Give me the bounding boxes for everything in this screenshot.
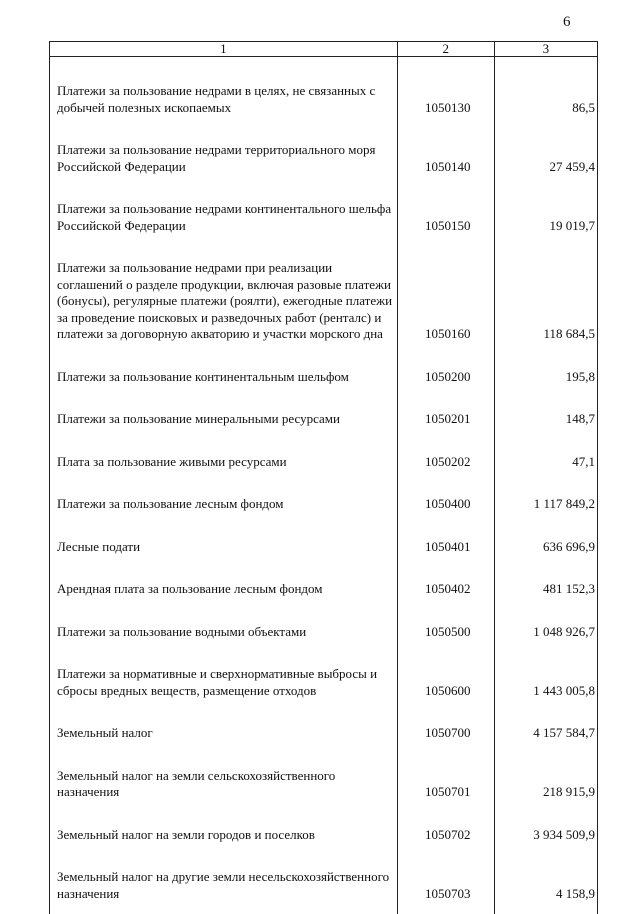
row-code-cell: 1050160 bbox=[397, 260, 494, 343]
row-value-cell: 481 152,3 bbox=[494, 581, 597, 598]
row-value-cell: 118 684,5 bbox=[494, 260, 597, 343]
spacer-cell bbox=[494, 902, 597, 914]
table-row bbox=[50, 411, 598, 428]
header-row bbox=[50, 42, 598, 57]
spacer-cell bbox=[397, 513, 494, 539]
spacer-cell bbox=[494, 640, 597, 666]
spacer-cell bbox=[494, 428, 597, 454]
spacer-cell bbox=[50, 57, 398, 84]
row-value-cell: 19 019,7 bbox=[494, 201, 597, 234]
row-spacer bbox=[50, 555, 598, 581]
row-code-cell: 1050400 bbox=[397, 496, 494, 513]
spacer-cell bbox=[397, 234, 494, 260]
spacer-cell bbox=[397, 470, 494, 496]
row-code-cell: 1050200 bbox=[397, 369, 494, 386]
row-value-cell: 218 915,9 bbox=[494, 768, 597, 801]
spacer-cell bbox=[397, 343, 494, 369]
row-spacer bbox=[50, 470, 598, 496]
row-code-cell: 1050130 bbox=[397, 83, 494, 116]
row-spacer bbox=[50, 699, 598, 725]
spacer-cell bbox=[50, 116, 398, 142]
row-value-cell: 195,8 bbox=[494, 369, 597, 386]
table-row bbox=[50, 624, 598, 641]
spacer-cell bbox=[50, 598, 398, 624]
column-header-2: 2 bbox=[397, 42, 494, 57]
spacer-cell bbox=[50, 234, 398, 260]
row-value-cell: 27 459,4 bbox=[494, 142, 597, 175]
spacer-cell bbox=[494, 598, 597, 624]
table-row bbox=[50, 496, 598, 513]
row-code-cell: 1050703 bbox=[397, 869, 494, 902]
row-name-cell: Платежи за нормативные и сверхнормативные выбросы и сбросы вредных веществ, размещение отходов bbox=[50, 666, 398, 699]
revenue-table bbox=[49, 41, 598, 914]
spacer-cell bbox=[50, 843, 398, 869]
spacer-cell bbox=[494, 57, 597, 84]
spacer-cell bbox=[494, 742, 597, 768]
spacer-cell bbox=[397, 116, 494, 142]
spacer-cell bbox=[397, 175, 494, 201]
row-code-cell: 1050140 bbox=[397, 142, 494, 175]
row-spacer bbox=[50, 742, 598, 768]
spacer-cell bbox=[494, 801, 597, 827]
row-value-cell: 3 934 509,9 bbox=[494, 827, 597, 844]
row-spacer bbox=[50, 428, 598, 454]
row-value-cell: 4 157 584,7 bbox=[494, 725, 597, 742]
row-value-cell: 1 048 926,7 bbox=[494, 624, 597, 641]
row-code-cell: 1050202 bbox=[397, 454, 494, 471]
row-name-cell: Платежи за пользование недрами континентального шельфа Российской Федерации bbox=[50, 201, 398, 234]
table-row bbox=[50, 869, 598, 902]
row-value-cell: 47,1 bbox=[494, 454, 597, 471]
spacer-cell bbox=[494, 343, 597, 369]
spacer-cell bbox=[50, 801, 398, 827]
spacer-cell bbox=[50, 699, 398, 725]
table-row bbox=[50, 539, 598, 556]
row-spacer bbox=[50, 116, 598, 142]
table-row bbox=[50, 666, 598, 699]
spacer-cell bbox=[50, 428, 398, 454]
spacer-cell bbox=[50, 470, 398, 496]
row-name-cell: Земельный налог на земли сельскохозяйственного назначения bbox=[50, 768, 398, 801]
row-name-cell: Платежи за пользование континентальным шельфом bbox=[50, 369, 398, 386]
spacer-cell bbox=[50, 555, 398, 581]
spacer-cell bbox=[397, 742, 494, 768]
row-value-cell: 636 696,9 bbox=[494, 539, 597, 556]
spacer-cell bbox=[397, 57, 494, 84]
spacer-cell bbox=[397, 428, 494, 454]
table-row bbox=[50, 454, 598, 471]
spacer-cell bbox=[494, 843, 597, 869]
table-row bbox=[50, 83, 598, 116]
spacer-cell bbox=[397, 843, 494, 869]
row-code-cell: 1050701 bbox=[397, 768, 494, 801]
row-name-cell: Лесные подати bbox=[50, 539, 398, 556]
row-code-cell: 1050201 bbox=[397, 411, 494, 428]
row-name-cell: Платежи за пользование недрами при реализации соглашений о разделе продукции, включая разовые платежи (бонусы), регулярные платежи (роялти), ежегодные платежи за проведение поисковых и разведочных работ (ренталс) и платежи за договорную акваторию и участки морского дна bbox=[50, 260, 398, 343]
row-name-cell: Земельный налог на земли городов и поселков bbox=[50, 827, 398, 844]
row-name-cell: Платежи за пользование минеральными ресурсами bbox=[50, 411, 398, 428]
row-name-cell: Арендная плата за пользование лесным фондом bbox=[50, 581, 398, 598]
spacer-cell bbox=[397, 598, 494, 624]
spacer-cell bbox=[50, 385, 398, 411]
spacer-cell bbox=[397, 902, 494, 914]
row-code-cell: 1050402 bbox=[397, 581, 494, 598]
spacer-cell bbox=[494, 175, 597, 201]
row-name-cell: Земельный налог bbox=[50, 725, 398, 742]
spacer-cell bbox=[494, 555, 597, 581]
spacer-cell bbox=[50, 742, 398, 768]
spacer-cell bbox=[494, 513, 597, 539]
row-value-cell: 4 158,9 bbox=[494, 869, 597, 902]
row-value-cell: 1 117 849,2 bbox=[494, 496, 597, 513]
table-row bbox=[50, 725, 598, 742]
table-bottom-padding bbox=[50, 902, 598, 914]
row-spacer bbox=[50, 640, 598, 666]
row-code-cell: 1050500 bbox=[397, 624, 494, 641]
spacer-cell bbox=[397, 640, 494, 666]
row-name-cell: Платежи за пользование недрами территориального моря Российской Федерации bbox=[50, 142, 398, 175]
row-spacer bbox=[50, 801, 598, 827]
row-spacer bbox=[50, 175, 598, 201]
row-code-cell: 1050150 bbox=[397, 201, 494, 234]
row-code-cell: 1050700 bbox=[397, 725, 494, 742]
table-row bbox=[50, 142, 598, 175]
spacer-cell bbox=[397, 699, 494, 725]
table-row bbox=[50, 201, 598, 234]
table-row bbox=[50, 369, 598, 386]
row-spacer bbox=[50, 343, 598, 369]
column-header-3: 3 bbox=[494, 42, 597, 57]
spacer-cell bbox=[494, 116, 597, 142]
row-spacer bbox=[50, 234, 598, 260]
spacer-cell bbox=[397, 555, 494, 581]
row-spacer bbox=[50, 57, 598, 84]
row-name-cell: Платежи за пользование лесным фондом bbox=[50, 496, 398, 513]
table-row bbox=[50, 260, 598, 343]
spacer-cell bbox=[494, 699, 597, 725]
table-body bbox=[50, 57, 598, 914]
row-value-cell: 86,5 bbox=[494, 83, 597, 116]
spacer-cell bbox=[494, 234, 597, 260]
row-name-cell: Платежи за пользование недрами в целях, не связанных с добычей полезных ископаемых bbox=[50, 83, 398, 116]
spacer-cell bbox=[494, 470, 597, 496]
row-value-cell: 148,7 bbox=[494, 411, 597, 428]
row-spacer bbox=[50, 598, 598, 624]
row-code-cell: 1050702 bbox=[397, 827, 494, 844]
row-name-cell: Земельный налог на другие земли несельскохозяйственного назначения bbox=[50, 869, 398, 902]
row-spacer bbox=[50, 385, 598, 411]
row-name-cell: Платежи за пользование водными объектами bbox=[50, 624, 398, 641]
row-code-cell: 1050401 bbox=[397, 539, 494, 556]
spacer-cell bbox=[50, 175, 398, 201]
spacer-cell bbox=[50, 343, 398, 369]
spacer-cell bbox=[50, 513, 398, 539]
spacer-cell bbox=[397, 385, 494, 411]
spacer-cell bbox=[397, 801, 494, 827]
spacer-cell bbox=[50, 902, 398, 914]
column-header-1: 1 bbox=[50, 42, 398, 57]
row-value-cell: 1 443 005,8 bbox=[494, 666, 597, 699]
row-code-cell: 1050600 bbox=[397, 666, 494, 699]
page-number: 6 bbox=[563, 14, 571, 31]
row-spacer bbox=[50, 843, 598, 869]
table-row bbox=[50, 768, 598, 801]
row-name-cell: Плата за пользование живыми ресурсами bbox=[50, 454, 398, 471]
table-row bbox=[50, 827, 598, 844]
row-spacer bbox=[50, 513, 598, 539]
spacer-cell bbox=[494, 385, 597, 411]
table-row bbox=[50, 581, 598, 598]
spacer-cell bbox=[50, 640, 398, 666]
